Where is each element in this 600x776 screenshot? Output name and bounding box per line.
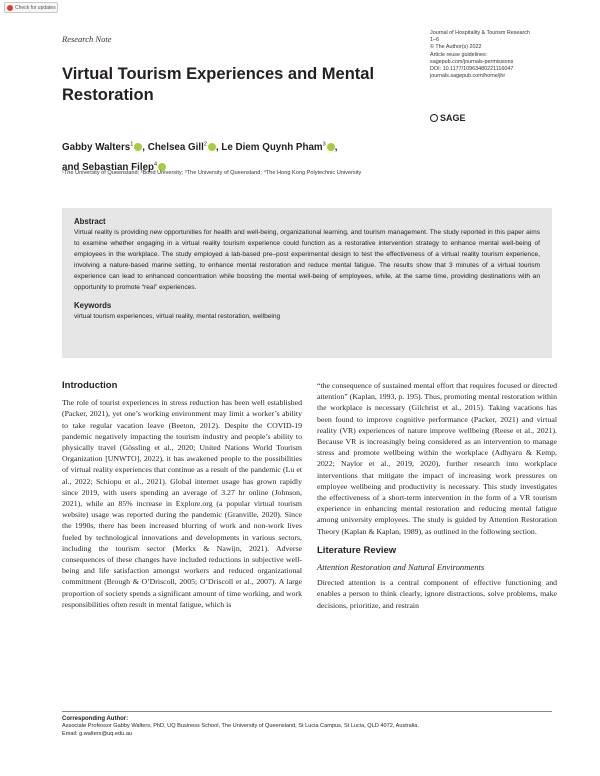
literature-review-text: Directed attention is a central component of effective functioning and enables a person to think clearly, ignore distractions, solve problems, make decisions, prioritize, and restrain — [317, 578, 557, 610]
affiliations: ¹The University of Queensland; ²Bond University; ³The University of Queensland; ⁴The Hong Kong Polytechnic University — [62, 170, 362, 176]
footnote-divider — [62, 711, 552, 712]
literature-review-heading: Literature Review — [317, 544, 397, 556]
author-3: Le Diem Quynh Pham$^3$ , — [221, 142, 338, 154]
left-column — [62, 380, 302, 610]
journal-meta — [430, 30, 570, 80]
author-1: Gabby Walters$^1$ , — [62, 142, 148, 154]
copyright: © The Author(s) 2022 — [430, 44, 482, 51]
right-column — [317, 380, 557, 611]
article-type: Research Note — [62, 34, 112, 44]
reuse-link[interactable]: sagepub.com/journals-permissions — [430, 58, 514, 65]
reuse-label: Article reuse guidelines: — [430, 51, 488, 58]
badge-label: Check for updates — [15, 4, 56, 11]
corresponding-author — [62, 716, 562, 738]
journal-link[interactable]: journals.sagepub.com/home/jhr — [430, 73, 506, 80]
publisher-logo — [430, 113, 466, 123]
page-range: 1–6 — [430, 37, 439, 44]
introduction-text: The role of tourist experiences in stress reduction has been well established (Packer, 2021), yet one’s working environment may limit a worker’s ability to take regular vacation leave (Beeton, 2012). Despite the COVID-19 pandemic negatively impacting the tourism industry and people’s ability to physically travel (Gössling et al., 2020; United Nations World Tourism Organization [UNWTO], 2022), it has awakened people to the possibilities of virtual reality experiences that continue as a result of the pandemic (Lu et al., 2022; Schiopu et al., 2021). Global internet usage has grown rapidly since 2019, with users spending an average of 3.27 hr online (Johnson, 2021), while an 85% increase in Explore.org (a popular virtual tourism website) usage was reported during the pandemic (Granville, 2020). Since the 1990s, there has been increased blurring of work and non-work lives fueled by technological innovations and developments in various sectors, including the tourism sector (Merkx & Nawijn, 2021). Adverse consequences of these changes have included reductions in subjective well-being and life satisfaction amongst workers and reduced organizational commitment (Brough & O’Driscoll, 2005; O’Driscoll et al., 2007). A large proportion of society spends a significant amount of time working, and work responsibilities often result in mental fatigue, which is — [62, 398, 302, 609]
corresponding-email[interactable]: Email: g.walters@uq.edu.au — [62, 730, 133, 737]
introduction-heading: Introduction — [62, 380, 118, 391]
abstract-box — [62, 208, 552, 358]
check-for-updates-badge[interactable] — [4, 2, 58, 13]
orcid-icon[interactable] — [327, 143, 335, 151]
keywords-text: virtual tourism experiences, virtual reality, mental restoration, wellbeing — [74, 313, 281, 321]
journal-name: Journal of Hospitality & Tourism Research — [430, 30, 530, 36]
corresponding-address: Associate Professor Gabby Walters, PhD, UQ Business School, The University of Queensland, St Lucia Campus, St Lucia, QLD 4072, Australia. — [62, 723, 419, 730]
abstract-heading: Abstract — [74, 217, 106, 226]
author-4: and Sebastian Filep$^4$ — [62, 162, 166, 173]
orcid-icon[interactable] — [208, 143, 216, 151]
publisher-name: SAGE — [440, 113, 466, 123]
update-icon — [7, 5, 13, 11]
abstract-text: Virtual reality is providing new opportunities for health and well-being, organizational learning, and tourism management. The study reported in this paper aims to examine whether engaging in a virtual reality tourism experience could function as a restorative intervention strategy to enhance mental well-being of employees in the workplace. The study employed a lab-based pre–post experimental design to test the effectiveness of a virtual reality tourism experience, involving a nature-based marine setting, to enhance mental restoration and reduce mental fatigue. The results show that 3 minutes of a virtual tourism experience can lead to enhanced concentration while boosting the mental well-being of employees, while, at the same time, providing destinations with an opportunity to promote “real” experiences. — [74, 229, 540, 291]
sage-logo-icon — [430, 114, 438, 122]
doi[interactable]: DOI: 10.1177/10963480221116047 — [430, 66, 514, 73]
attention-restoration-subheading: Attention Restoration and Natural Environments — [317, 562, 485, 573]
author-2: Chelsea Gill$^2$ , — [147, 142, 222, 154]
keywords-heading: Keywords — [74, 301, 112, 311]
article-title: Virtual Tourism Experiences and Mental Restoration — [62, 65, 375, 104]
corresponding-heading: Corresponding Author: — [62, 716, 129, 722]
introduction-continued: “the consequence of sustained mental effort that requires focused or directed attention” (Kaplan, 1993, p. 195). Thus, promoting mental restoration within the workplace is necessary (Gilchrist et al., 2015). Taking vacations has been found to improve cognitive performance (Packer, 2021) and virtual reality (VR) experiences of nature improve wellbeing (Reese et al., 2021). Because VR is increasingly being considered as an intervention to manage stress and promote wellbeing within the workplace (Adhyaru & Kemp, 2022; Naylor et al., 2019, 2020), further research into workplace interventions that mitigate the impact of increasing work pressures on employee wellbeing and productivity is necessary. This study investigates the effectiveness of a short-term intervention in the form of a VR tourism experience in enhancing mental restoration and reducing mental fatigue among university employees. The study is guided by Attention Restoration Theory (Kaplan & Kaplan, 1989), as outlined in the following section. — [317, 381, 557, 536]
